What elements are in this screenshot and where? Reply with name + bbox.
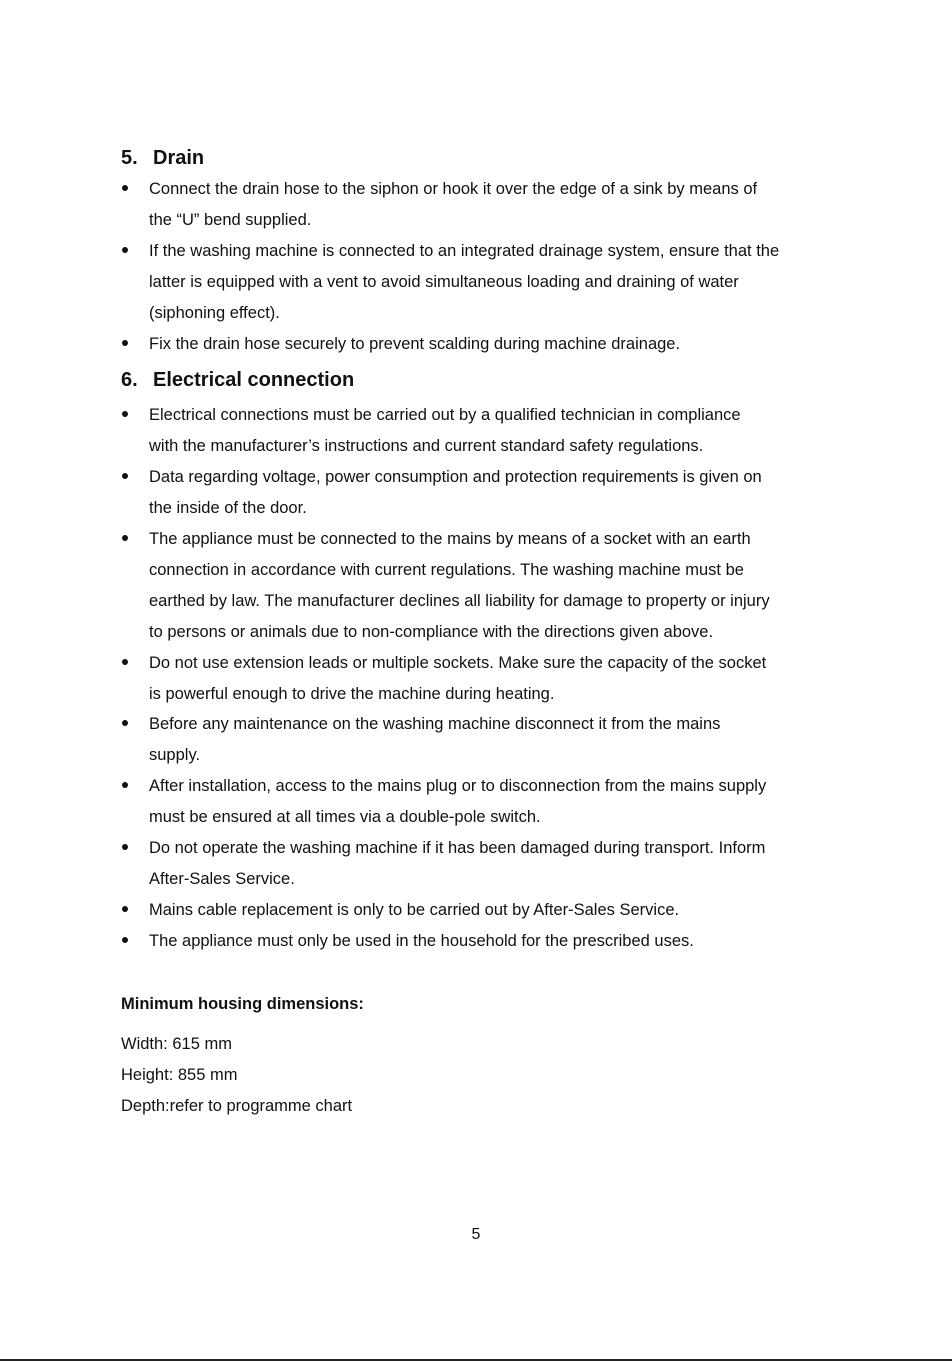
list-item-text: Do not use extension leads or multiple sockets. Make sure the capacity of the socket is powerful enough to drive the machine during heating. [149,654,767,703]
bullet-icon [122,906,128,912]
page-bottom-rule [0,1359,952,1361]
section-number: 5. [121,147,138,169]
list-item-text: Before any maintenance on the washing machine disconnect it from the mains supply. [149,715,721,764]
bullet-icon [122,844,128,850]
bullet-icon [122,473,128,479]
bullet-icon [122,185,128,191]
list-item-text: After installation, access to the mains plug or to disconnection from the mains supply must be ensured at all times via a double-pole switch. [149,777,767,826]
dimensions-heading: Minimum housing dimensions: [121,995,364,1013]
list-item-text: Mains cable replacement is only to be carried out by After-Sales Service. [149,901,680,919]
bullet-icon [122,340,128,346]
dimension-width: Width: 615 mm [121,1035,232,1053]
dimension-height: Height: 855 mm [121,1066,238,1084]
bullet-icon [122,247,128,253]
dimension-depth: Depth:refer to programme chart [121,1097,353,1115]
list-item-text: Data regarding voltage, power consumption and protection requirements is given on the inside of the door. [149,468,762,517]
bullet-icon [122,411,128,417]
list-item-text: Electrical connections must be carried out by a qualified technician in compliance with the manufacturer’s instructions and current standard safety regulations. [149,406,741,455]
list-item-text: Connect the drain hose to the siphon or hook it over the edge of a sink by means of the “U” bend supplied. [149,180,758,229]
section-title: Drain [153,147,205,169]
list-item-text: The appliance must be connected to the mains by means of a socket with an earth connection in accordance with current regulations. The washing machine must be earthed by law. The manufacturer declines all liability for damage to property or injury to persons or animals due to non-compliance with the directions given above. [149,530,770,641]
section-heading-electrical-connection [121,368,354,392]
bullet-icon [122,937,128,943]
bullet-icon [122,782,128,788]
list-item-text: If the washing machine is connected to an integrated drainage system, ensure that the latter is equipped with a vent to avoid simultaneous loading and draining of water (siphoning effect). [149,242,780,322]
section-heading-drain [121,146,204,170]
bullet-icon [122,659,128,665]
list-item-text: Fix the drain hose securely to prevent scalding during machine drainage. [149,335,681,353]
page-number: 5 [471,1226,481,1243]
bullet-icon [122,720,128,726]
list-item-text: Do not operate the washing machine if it has been damaged during transport. Inform After-Sales Service. [149,839,766,888]
section-title: Electrical connection [153,369,355,391]
section-number: 6. [121,369,138,391]
list-item-text: The appliance must only be used in the household for the prescribed uses. [149,932,694,950]
bullet-icon [122,535,128,541]
